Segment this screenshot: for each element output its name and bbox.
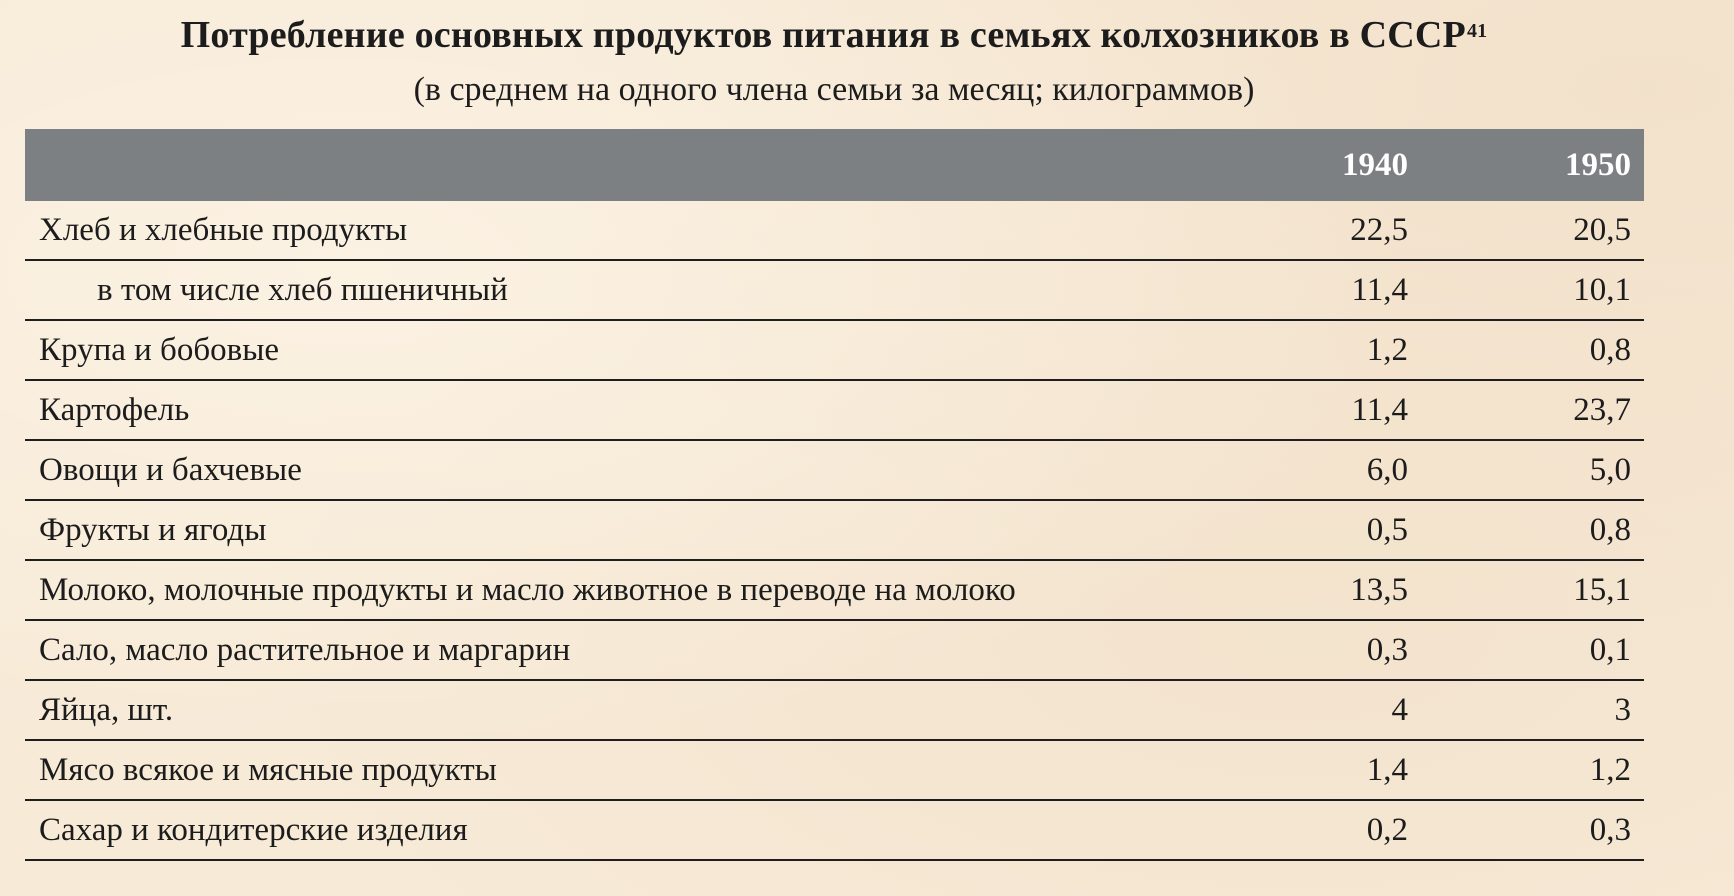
value-1950: 15,1 — [1573, 571, 1631, 608]
table-row — [25, 681, 1644, 741]
table-header — [25, 129, 1644, 201]
page-title — [0, 10, 1668, 60]
value-1940: 1,4 — [1366, 751, 1408, 788]
table-row — [25, 741, 1644, 801]
title-text: Потребление основных продуктов питания в семьях колхозников в СССР — [180, 14, 1466, 56]
row-label: Крупа и бобовые — [39, 331, 280, 368]
row-label: Мясо всякое и мясные продукты — [39, 751, 497, 788]
header-year-1950: 1950 — [1565, 146, 1631, 183]
header-year-1940: 1940 — [1342, 146, 1408, 183]
table-row — [25, 321, 1644, 381]
table-row — [25, 441, 1644, 501]
row-label: Сахар и кондитерские изделия — [39, 811, 468, 848]
row-label: Фрукты и ягоды — [39, 511, 267, 548]
table-row — [25, 201, 1644, 261]
row-label: в том числе хлеб пшеничный — [97, 271, 508, 308]
row-label: Сало, масло растительное и маргарин — [39, 631, 571, 668]
value-1950: 0,3 — [1589, 811, 1631, 848]
value-1950: 1,2 — [1589, 751, 1631, 788]
value-1940: 22,5 — [1350, 211, 1408, 248]
table-row — [25, 561, 1644, 621]
value-1940: 4 — [1391, 691, 1408, 728]
row-label: Яйца, шт. — [39, 691, 174, 728]
consumption-table — [25, 129, 1644, 861]
row-label: Молоко, молочные продукты и масло животное в переводе на молоко — [39, 571, 1016, 608]
value-1940: 11,4 — [1351, 271, 1408, 308]
value-1940: 13,5 — [1350, 571, 1408, 608]
value-1940: 0,5 — [1366, 511, 1408, 548]
title-footnote: 41 — [1466, 20, 1488, 42]
value-1950: 5,0 — [1589, 451, 1631, 488]
value-1950: 0,8 — [1589, 511, 1631, 548]
value-1950: 3 — [1614, 691, 1631, 728]
value-1940: 1,2 — [1366, 331, 1408, 368]
value-1950: 0,8 — [1589, 331, 1631, 368]
value-1940: 0,2 — [1366, 811, 1408, 848]
table-row — [25, 381, 1644, 441]
page-subtitle: (в среднем на одного члена семьи за месяц; килограммов) — [413, 71, 1255, 108]
table-row — [25, 501, 1644, 561]
value-1950: 0,1 — [1589, 631, 1631, 668]
row-label: Картофель — [39, 391, 190, 428]
row-label: Овощи и бахчевые — [39, 451, 302, 488]
value-1940: 6,0 — [1366, 451, 1408, 488]
value-1950: 23,7 — [1573, 391, 1631, 428]
value-1950: 20,5 — [1573, 211, 1631, 248]
table-row — [25, 261, 1644, 321]
value-1940: 0,3 — [1366, 631, 1408, 668]
value-1940: 11,4 — [1351, 391, 1408, 428]
table-row — [25, 801, 1644, 861]
row-label: Хлеб и хлебные продукты — [39, 211, 408, 248]
table-row — [25, 621, 1644, 681]
value-1950: 10,1 — [1573, 271, 1631, 308]
